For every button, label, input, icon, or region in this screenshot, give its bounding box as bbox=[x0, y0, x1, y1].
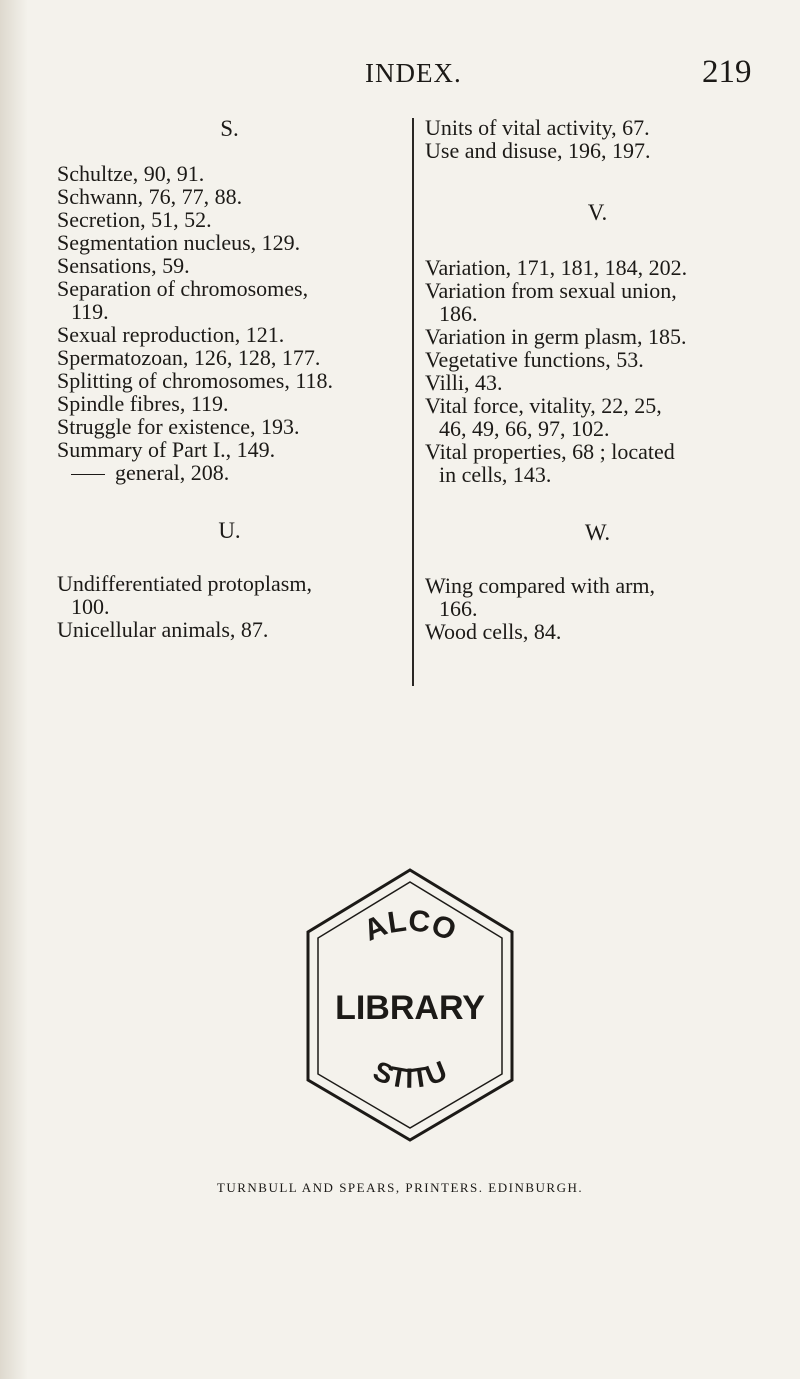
index-entry: Unicellular animals, 87. bbox=[57, 617, 269, 642]
entry-continuation: 186. bbox=[439, 301, 478, 326]
index-entry: Summary of Part I., 149. bbox=[57, 437, 276, 462]
index-entry: Sensations, 59. bbox=[57, 253, 190, 278]
index-entry: Segmentation nucleus, 129. bbox=[57, 230, 301, 255]
entry-continuation: 100. bbox=[71, 594, 110, 619]
index-entry bbox=[425, 574, 770, 620]
index-column-right bbox=[425, 116, 770, 643]
entry-continuation: 119. bbox=[71, 299, 109, 324]
index-entry: Schultze, 90, 91. bbox=[57, 161, 205, 186]
index-entry: Splitting of chromosomes, 118. bbox=[57, 368, 334, 393]
page-edge-shadow bbox=[0, 0, 28, 1379]
index-column-left bbox=[57, 116, 402, 641]
entry-continuation: in cells, 143. bbox=[439, 462, 552, 487]
running-head: INDEX. bbox=[365, 58, 462, 88]
section-letter-w: W. bbox=[584, 520, 611, 545]
entry-text: Wing compared with arm, bbox=[425, 573, 656, 598]
index-entry: Variation in germ plasm, 185. bbox=[425, 324, 687, 349]
index-entry bbox=[57, 572, 402, 618]
section-letter-s: S. bbox=[220, 116, 239, 141]
page-number: 219 bbox=[702, 54, 752, 90]
page-header bbox=[0, 52, 800, 92]
column-divider bbox=[412, 118, 414, 686]
section-s-entries bbox=[57, 162, 402, 484]
index-entry: Villi, 43. bbox=[425, 370, 503, 395]
index-entry bbox=[57, 277, 402, 323]
entry-text: Separation of chromosomes, bbox=[57, 276, 309, 301]
entry-text: Vital force, vitality, 22, 25, bbox=[425, 393, 662, 418]
entry-text: Variation from sexual union, bbox=[425, 278, 677, 303]
entry-text: general, 208. bbox=[115, 460, 230, 485]
section-v-entries bbox=[425, 256, 770, 486]
section-u-entries bbox=[57, 572, 402, 641]
index-entry: Spindle fibres, 119. bbox=[57, 391, 229, 416]
index-entry: Wood cells, 84. bbox=[425, 619, 562, 644]
index-entry: Struggle for existence, 193. bbox=[57, 414, 300, 439]
entry-continuation: 46, 49, 66, 97, 102. bbox=[439, 416, 610, 441]
index-entry: Use and disuse, 196, 197. bbox=[425, 138, 651, 163]
library-stamp bbox=[276, 858, 544, 1150]
index-entry: Secretion, 51, 52. bbox=[57, 207, 212, 232]
index-entry: Spermatozoan, 126, 128, 177. bbox=[57, 345, 321, 370]
index-entry bbox=[425, 279, 770, 325]
index-entry: Units of vital activity, 67. bbox=[425, 115, 650, 140]
stamp-center-text: LIBRARY bbox=[335, 989, 485, 1027]
entry-continuation: 166. bbox=[439, 596, 478, 621]
index-entry bbox=[425, 440, 770, 486]
printer-imprint: TURNBULL AND SPEARS, PRINTERS. EDINBURGH. bbox=[216, 1180, 584, 1195]
entry-text: Vital properties, 68 ; located bbox=[425, 439, 675, 464]
stamp-top-text: ALCO bbox=[359, 904, 461, 948]
section-letter-u: U. bbox=[218, 518, 241, 543]
index-entry bbox=[425, 394, 770, 440]
index-entry: Sexual reproduction, 121. bbox=[57, 322, 285, 347]
section-letter-v: V. bbox=[587, 200, 608, 225]
index-entry: Schwann, 76, 77, 88. bbox=[57, 184, 243, 209]
index-entry: Variation, 171, 181, 184, 202. bbox=[425, 255, 688, 280]
ditto-dash bbox=[71, 474, 105, 475]
section-w-entries bbox=[425, 574, 770, 643]
index-entry-subentry bbox=[57, 461, 402, 484]
entry-text: Undifferentiated protoplasm, bbox=[57, 571, 312, 596]
section-u-continued-entries bbox=[425, 116, 770, 162]
stamp-bottom-text: STITU bbox=[368, 1054, 452, 1095]
index-entry: Vegetative functions, 53. bbox=[425, 347, 644, 372]
